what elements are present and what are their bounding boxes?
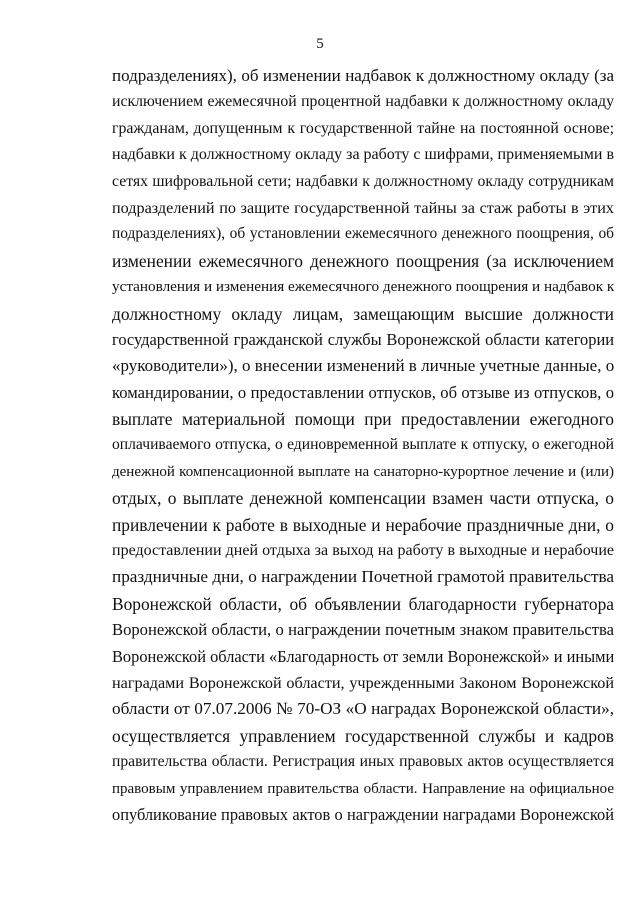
text-line: исключением ежемесячной процентной надбавки к должностному окладу [112, 93, 614, 111]
text-line: должностному окладу лицам, замещающим высшие должности [112, 303, 614, 324]
text-line: надбавки к должностному окладу за работу с шифрами, применяемыми в [112, 146, 614, 164]
text-line: подразделений по защите государственной тайны за стаж работы в этих [112, 198, 614, 217]
text-line: изменении ежемесячного денежного поощрения (за исключением [112, 250, 614, 271]
text-line: оплачиваемого отпуска, о единовременной выплате к отпуску, о ежегодной [112, 436, 614, 454]
text-line: предоставлении дней отдыха за выход на работу в выходные и нерабочие [112, 542, 614, 560]
text-line: подразделениях), об изменении надбавок к должностному окладу (за [112, 66, 614, 85]
text-line: праздничные дни, о награждении Почетной грамотой правительства [112, 567, 614, 587]
text-line: Воронежской области, об объявлении благодарности губернатора [112, 593, 614, 614]
text-line: области от 07.07.2006 № 70-ОЗ «О наградах Воронежской области», [112, 699, 614, 719]
body-text [112, 63, 614, 828]
text-line: наградами Воронежской области, учрежденными Законом Воронежской [112, 673, 614, 692]
text-line: «руководители»), о внесении изменений в личные учетные данные, о [112, 356, 614, 376]
text-line: привлечении к работе в выходные и нерабочие праздничные дни, о [112, 514, 614, 535]
text-line: Воронежской области «Благодарность от земли Воронежской» и иными [112, 646, 614, 666]
text-line: выплате материальной помощи при предоставлении ежегодного [112, 409, 614, 430]
text-line: Воронежской области, о награждении почетным знаком правительства [112, 620, 614, 640]
text-line: государственной гражданской службы Воронежской области категории [112, 329, 614, 349]
text-line: денежной компенсационной выплате на санаторно-курортное лечение и (или) [112, 463, 614, 480]
text-line: командировании, о предоставлении отпусков, об отзыве из отпусков, о [112, 382, 614, 402]
text-line: установления и изменения ежемесячного денежного поощрения и надбавок к [112, 278, 614, 296]
text-line: правительства области. Регистрация иных правовых актов осуществляется [112, 753, 614, 771]
text-line: опубликование правовых актов о награждении наградами Воронежской [112, 804, 614, 824]
text-line: правовым управлением правительства области. Направление на официальное [112, 780, 614, 797]
page-number: 5 [316, 36, 324, 52]
text-line: осуществляется управлением государственной службы и кадров [112, 725, 614, 746]
text-line: подразделениях), об установлении ежемесячного денежного поощрения, об [112, 225, 614, 243]
text-line: отдых, о выплате денежной компенсации взамен части отпуска, о [112, 488, 614, 509]
text-line: сетях шифровальной сети; надбавки к должностному окладу сотрудникам [112, 172, 614, 190]
text-line: гражданам, допущенным к государственной тайне на постоянной основе; [112, 119, 614, 137]
